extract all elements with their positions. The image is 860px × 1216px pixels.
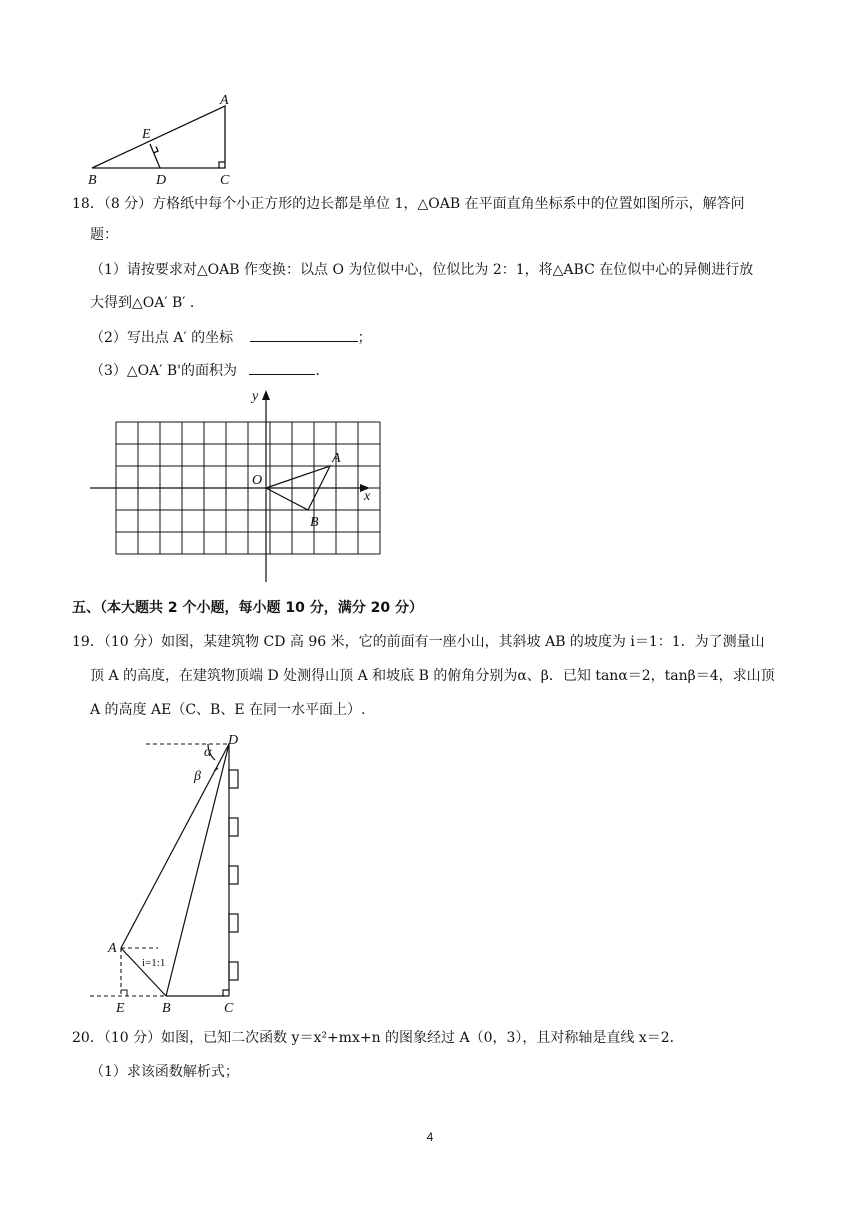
fig19-label-c: C — [224, 1001, 234, 1016]
q18-stem-line1: 18．（8 分）方格纸中每个小正方形的边长都是单位 1，△OAB 在平面直角坐标系中的位置如图所示，解答问 — [72, 196, 745, 212]
figure-triangle-abc — [80, 88, 250, 188]
q18-part2 — [90, 327, 372, 348]
q19-line2: 顶 A 的高度，在建筑物顶端 D 处测得山顶 A 和坡底 B 的俯角分别为α、β．已知 tanα＝2，tanβ＝4，求山顶 — [90, 668, 775, 684]
label-c: C — [220, 173, 230, 188]
answer-blank-area[interactable] — [249, 360, 315, 375]
axis-label-x: x — [364, 489, 371, 504]
fig19-label-beta: β — [194, 769, 201, 784]
fig19-label-alpha: α — [204, 745, 212, 760]
q19-line1: 19．（10 分）如图，某建筑物 CD 高 96 米，它的前面有一座小山，其斜坡 AB 的坡度为 i＝1：1．为了测量山 — [72, 634, 765, 650]
label-a: A — [220, 93, 229, 108]
label-e: E — [142, 127, 151, 142]
q18-part2-end: ； — [357, 330, 372, 346]
page-number: 4 — [426, 1130, 434, 1144]
fig19-label-d: D — [228, 733, 239, 748]
point-label-o: O — [252, 473, 263, 488]
fig19-slope-label: i=1:1 — [142, 957, 166, 969]
q20-part1: （1）求该函数解析式； — [90, 1064, 239, 1080]
q20-line1: 20．（10 分）如图，已知二次函数 y＝x²+mx+n 的图象经过 A（0，3），且对称轴是直线 x＝2． — [72, 1030, 684, 1046]
fig19-label-e: E — [116, 1001, 125, 1016]
axis-label-y: y — [252, 389, 259, 404]
answer-blank-a-prime[interactable] — [250, 327, 358, 342]
figure-coordinate-grid — [86, 386, 386, 586]
q18-part2-text: （2）写出点 A′ 的坐标 — [90, 330, 234, 346]
fig19-label-b: B — [162, 1001, 171, 1016]
section-5-heading: 五、（本大题共 2 个小题，每小题 10 分，满分 20 分） — [72, 600, 423, 616]
figure-building-hill — [86, 728, 266, 1018]
label-d: D — [156, 173, 167, 188]
q18-part3 — [90, 360, 329, 381]
q18-part3-end: ． — [315, 363, 330, 379]
q18-part3-text: （3）△OA′ B'的面积为 — [90, 363, 238, 379]
fig19-label-a: A — [108, 941, 117, 956]
point-label-a: A — [332, 451, 341, 466]
q18-part1-line1: （1）请按要求对△OAB 作变换：以点 O 为位似中心，位似比为 2：1，将△ABC 在位似中心的异侧进行放 — [90, 262, 754, 278]
label-b: B — [88, 173, 97, 188]
q19-line3: A 的高度 AE（C、B、E 在同一水平面上）. — [90, 702, 366, 718]
q18-stem-line2: 题： — [90, 227, 118, 243]
point-label-b: B — [310, 515, 319, 530]
q18-part1-line2: 大得到△OA′ B′ ． — [90, 295, 204, 311]
